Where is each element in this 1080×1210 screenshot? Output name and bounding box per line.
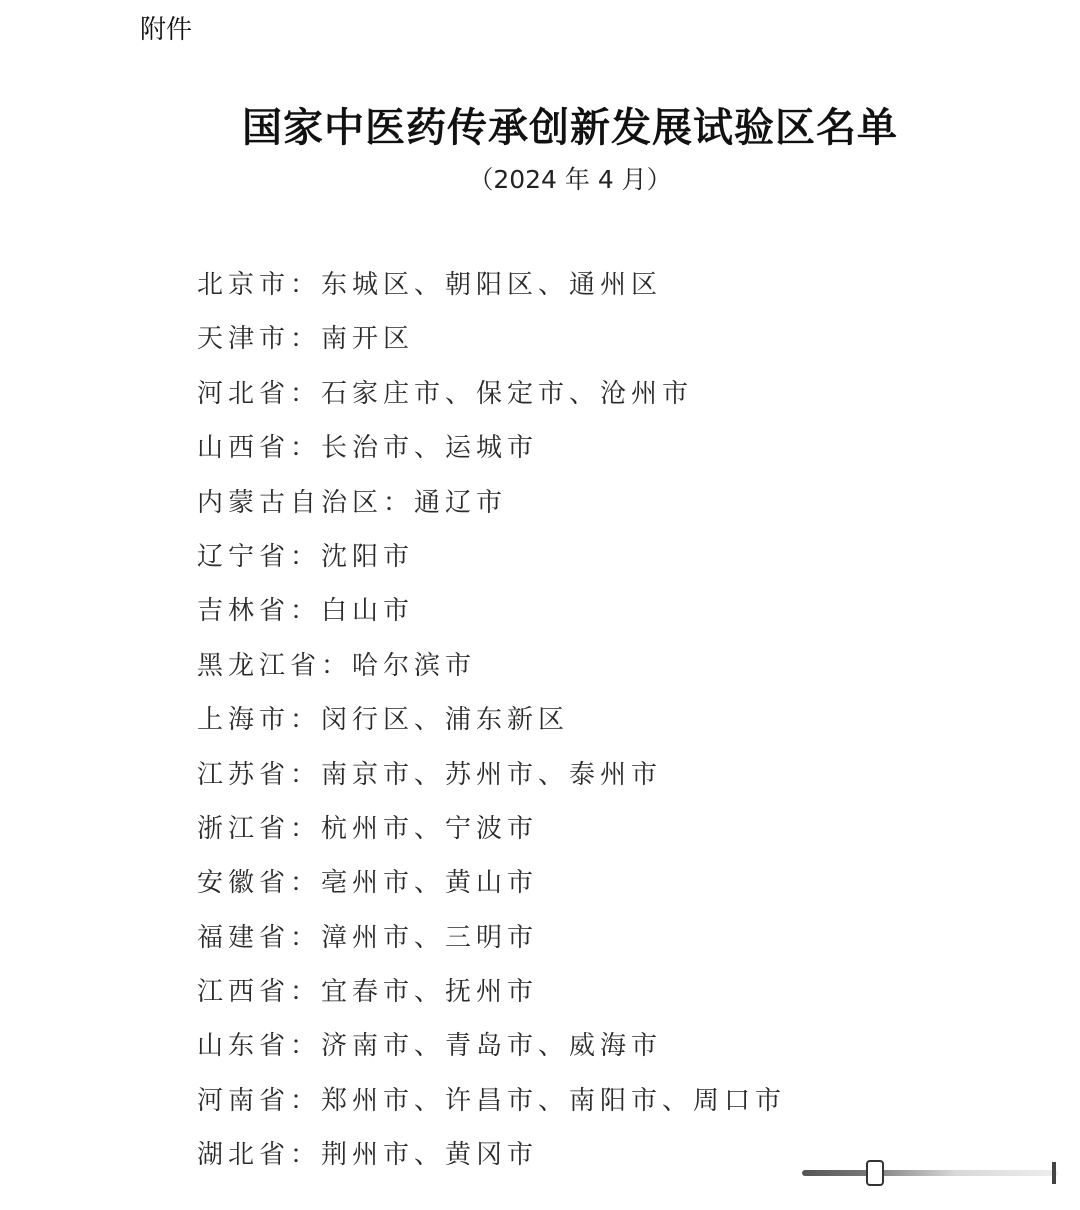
list-item: 江西省：宜春市、抚州市 bbox=[197, 977, 539, 1008]
scrollbar-end-cap bbox=[1052, 1162, 1056, 1184]
list-item: 吉林省：白山市 bbox=[197, 596, 415, 627]
list-item: 天津市：南开区 bbox=[197, 324, 415, 355]
list-item: 河南省：郑州市、许昌市、南阳市、周口市 bbox=[197, 1085, 787, 1116]
list-item: 湖北省：荆州市、黄冈市 bbox=[197, 1140, 539, 1171]
list-item: 河北省：石家庄市、保定市、沧州市 bbox=[197, 378, 694, 409]
horizontal-scrollbar[interactable] bbox=[802, 1160, 1058, 1186]
list-item: 黑龙江省：哈尔滨市 bbox=[197, 650, 477, 681]
document-title: 国家中医药传承创新发展试验区名单 bbox=[242, 104, 898, 151]
attachment-label: 附件 bbox=[140, 15, 193, 45]
list-item: 福建省：漳州市、三明市 bbox=[197, 922, 539, 953]
list-item: 安徽省：亳州市、黄山市 bbox=[197, 868, 539, 899]
list-item: 辽宁省：沈阳市 bbox=[197, 541, 415, 572]
scrollbar-thumb[interactable] bbox=[866, 1160, 884, 1186]
pilot-zone-list bbox=[197, 258, 786, 1183]
list-item: 江苏省：南京市、苏州市、泰州市 bbox=[197, 759, 663, 790]
list-item: 北京市：东城区、朝阳区、通州区 bbox=[197, 270, 663, 300]
list-item: 上海市：闵行区、浦东新区 bbox=[197, 705, 570, 736]
list-item: 浙江省：杭州市、宁波市 bbox=[197, 813, 539, 844]
scrollbar-track[interactable] bbox=[802, 1170, 1058, 1176]
document-date: （2024 年 4 月） bbox=[468, 165, 672, 194]
list-item: 内蒙古自治区：通辽市 bbox=[197, 487, 508, 518]
list-item: 山西省：长治市、运城市 bbox=[197, 433, 539, 464]
list-item: 山东省：济南市、青岛市、威海市 bbox=[197, 1031, 663, 1062]
